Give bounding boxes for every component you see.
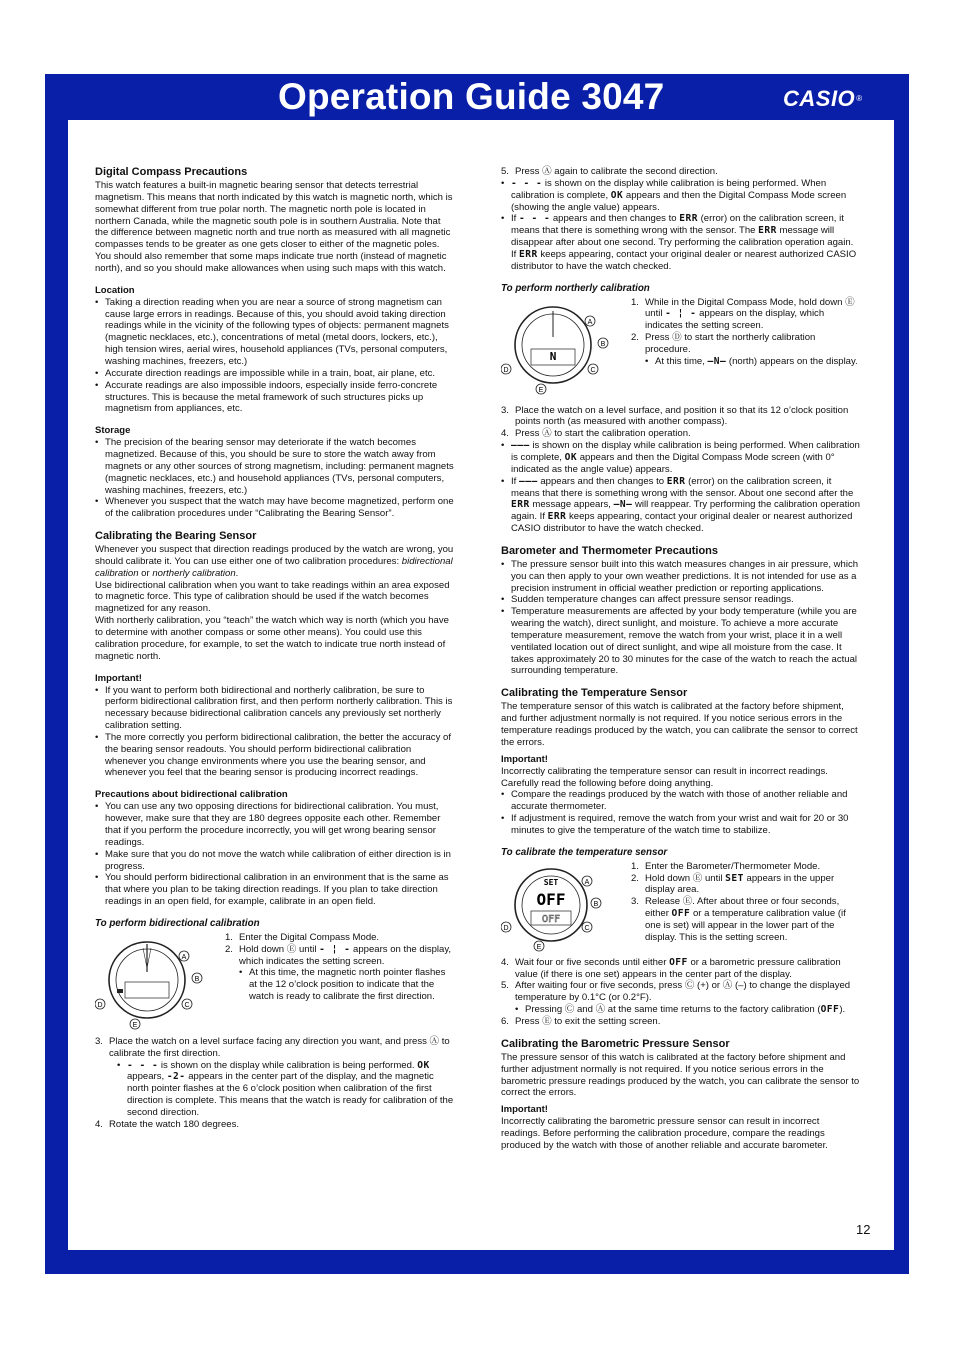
second-direction-notes — [501, 178, 861, 273]
bearing-sensor-intro: Whenever you suspect that direction readings produced by the watch are wrong, you should calibrate it. You can use either one of two calibration procedures: bidirectional calibration or northerly calibration. — [95, 544, 454, 579]
svg-text:C: C — [184, 1001, 190, 1009]
brand-name: CASIO — [783, 86, 856, 111]
step-item: 3. Place the watch on a level surface, and position it so that its 12 o’clock position points north (as measured with another compass). — [501, 404, 849, 428]
casio-logo — [783, 88, 863, 110]
step-item: 1. Enter the Digital Compass Mode. — [225, 931, 380, 943]
svg-text:OFF: OFF — [541, 913, 561, 925]
list-item: • You can use any two opposing directions for bidirectional calibration. You must, however, make sure that they are 180 degrees opposite each other. Remember that if you perform the procedure incorrectly, you will get wrong bearing sensor readings. — [95, 801, 455, 848]
bidirectional-steps — [225, 932, 455, 1003]
section-title-barometer-precautions: Barometer and Thermometer Precautions — [501, 544, 719, 557]
svg-text:C: C — [590, 366, 596, 374]
step-item: 5. Press Ⓐ again to calibrate the second direction. — [501, 166, 718, 177]
list-item: • Sudden temperature changes can affect pressure sensor readings. — [501, 594, 861, 606]
list-item: • The precision of the bearing sensor may deteriorate if the watch becomes magnetized. Because of this, you should be sure to store the watch away from magnets or any other sources of strong magnetism, including: permanent magnets (magnetic necklaces, etc.) and household appliances (TVs, personal computers, washing machines, freezers, etc.) — [95, 437, 455, 496]
list-item: • Whenever you suspect that the watch may have become magnetized, perform one of the calibration procedures under “Calibrating the Bearing Sensor”. — [95, 496, 455, 520]
svg-text:SET: SET — [543, 877, 559, 887]
step-item: 1. While in the Digital Compass Mode, hold down Ⓔ until - ¦ - appears on the display, which indicates the setting screen. — [631, 296, 855, 332]
registered-mark: ® — [856, 94, 863, 103]
pressure-important-body: Incorrectly calibrating the barometric pressure sensor can result in incorrect readings. Before performing the calibration procedure, compare the readings produced by the watch with those of another reliable and accurate barometer. — [501, 1116, 828, 1151]
svg-text:D: D — [503, 924, 509, 932]
temperature-important-heading: Important! — [501, 753, 548, 765]
right-column — [501, 166, 861, 1152]
list-item: • Accurate readings are also impossible indoors, especially inside ferro-concrete structures. This is because the metal framework of such structures picks up magnetism from appliances, etc. — [95, 380, 455, 416]
storage-list — [95, 437, 455, 520]
list-item: • Temperature measurements are affected by your body temperature (while you are wearing the watch), direct sunlight, and moisture. To achieve a more accurate temperature measurement, remove the watch from your wrist, place it in a well ventilated location out of direct sunlight, and wipe all moisture from the case. It takes approximately 20 to 30 minutes for the case of the watch to reach the actual surrounding temperature. — [501, 606, 861, 677]
svg-text:A: A — [587, 318, 593, 326]
section-title-pressure-sensor: Calibrating the Barometric Pressure Sensor — [501, 1037, 730, 1050]
pressure-sensor-body: The pressure sensor of this watch is calibrated at the factory before shipment and further adjustment normally is not required. If you notice serious errors in the barometric pressure readings produced by the watch, you can calibrate the sensor to correct the errors. — [501, 1051, 860, 1099]
step-item: 2. Hold down Ⓔ until SET appears in the upper display area. — [631, 872, 835, 896]
svg-text:B: B — [593, 900, 599, 908]
list-item: • Pressing Ⓒ and Ⓐ at the same time returns to the factory calibration (OFF). — [515, 1004, 861, 1016]
bidirectional-figure-row — [95, 932, 455, 1036]
svg-text:OFF: OFF — [536, 889, 566, 909]
compass-precautions-body: This watch features a built-in magnetic bearing sensor that detects terrestrial magnetism. This means that north indicated by this watch is magnetic north, which is somewhat different from true polar north. The magnetic north pole is located in northern Canada, while the magnetic south pole is in southern Australia. Note that the difference between magnetic north and true north as measured with all magnetic compasses tends to be greater as one gets closer to either of the magnetic poles. You should also remember that some maps indicate true north (instead of magnetic north), and so you should make allowances when using such maps with this watch. — [95, 180, 453, 274]
list-item: • Compare the readings produced by the watch with those of another reliable and accurate thermometer. — [501, 789, 861, 813]
location-list — [95, 297, 455, 415]
temperature-procedure-heading: To calibrate the temperature sensor — [501, 846, 668, 858]
list-item: • If you want to perform both bidirectional and northerly calibration, be sure to perform bidirectional calibration first, and then perform northerly calibration. This is necessary because bidirectional calibration cancels any previously set northerly calibration setting. — [95, 685, 455, 732]
svg-text:B: B — [600, 340, 606, 348]
list-item: • - - - is shown on the display while calibration is being performed. OK appears, -2- appears in the center part of the display, and the magnetic north pointer flashes at the 6 o’clock position when calibration of the first direction is complete. This means that the watch is ready for calibration of the second direction. — [117, 1060, 455, 1119]
list-item: • Make sure that you do not move the watch while calibration of either direction is in progress. — [95, 849, 455, 873]
temperature-important-list — [501, 789, 861, 836]
set-marker-symbol: - ¦ - — [319, 943, 351, 955]
bearing-sensor-northerly-text: With northerly calibration, you “teach” the watch which way is north (which you have to determine with another compass or some other means). You could use this calibration procedure, for example, to set the watch to indicate true north instead of magnetic north. — [95, 615, 449, 662]
list-item: • At this time, the magnetic north pointer flashes at the 12 o’clock position to indicate that the watch is ready to calibrate the first direction. — [239, 967, 455, 1003]
northerly-figure-row — [501, 297, 861, 405]
step-item: 2. Hold down Ⓔ until - ¦ - appears on the display, which indicates the setting screen. • At this time, the magnetic north pointer flashes at the 12 o’clock position to indicate that the watch is ready to calibrate the first direction. — [225, 944, 455, 1003]
list-item: • If - - - appears and then changes to ERR (error) on the calibration screen, it means that there is something wrong with the sensor. The ERR message will disappear after about one second. Try performing the calibration operation again. If ERR keeps appearing, contact your original dealer or nearest authorized CASIO distributor to have the watch checked. — [501, 213, 861, 272]
section-title-bearing-sensor: Calibrating the Bearing Sensor — [95, 530, 257, 543]
list-item: • If ––– appears and then changes to ERR (error) on the calibration screen, it means that there is something wrong with the sensor. About one second after the ERR message appears, –N– will reappear. Try performing the calibration operation again. If ERR keeps appearing, contact your original dealer or nearest authorized CASIO distributor to have the watch checked. — [501, 476, 861, 535]
step-item: 3. Release Ⓔ. After about three or four seconds, either OFF or a temperature calibration value (if one is set) will appear in the lower part of the display. This is the setting screen. — [631, 896, 846, 943]
barometer-list — [501, 559, 861, 677]
svg-text:D: D — [503, 366, 509, 374]
list-item: • Accurate direction readings are impossible while in a train, boat, air plane, etc. — [95, 368, 455, 380]
svg-text:B: B — [194, 975, 200, 983]
svg-text:N: N — [549, 349, 557, 363]
list-item: • You should perform bidirectional calibration in an environment that is the same as that where you plan to be taking direction readings. If you plan to take direction readings in an open field, for example, calibrate in an open field. — [95, 872, 455, 908]
svg-text:C: C — [584, 924, 590, 932]
svg-text:E: E — [132, 1021, 138, 1029]
bidirectional-procedure-heading: To perform bidirectional calibration — [95, 917, 260, 929]
watch-thermometer-illustration — [501, 861, 613, 953]
important-heading: Important! — [95, 672, 142, 684]
step-item: 2. Press Ⓓ to start the northerly calibration procedure. • At this time, –N– (north) appears on the display. — [631, 332, 861, 368]
step-item: 4. Wait four or five seconds until either OFF or a barometric pressure calibration value (if there is one set) appears in the center part of the display. — [501, 956, 841, 980]
storage-heading: Storage — [95, 425, 131, 437]
watch-compass-illustration — [95, 932, 207, 1032]
northerly-steps — [631, 297, 861, 368]
list-item: • - - - is shown on the display while calibration is being performed. When calibration is complete, OK appears and then the Digital Compass Mode screen (showing the angle value) appears. — [501, 178, 861, 214]
temperature-sensor-body: The temperature sensor of this watch is calibrated at the factory before shipment, and further adjustment normally is not required. If you notice serious errors in the temperature readings produced by the watch, you can calibrate the sensor to correct the errors. — [501, 701, 858, 748]
precautions-bidirectional-heading: Precautions about bidirectional calibration — [95, 789, 288, 801]
section-title-temperature-sensor: Calibrating the Temperature Sensor — [501, 687, 688, 700]
list-item: • At this time, –N– (north) appears on the display. — [645, 356, 861, 368]
svg-text:D: D — [97, 1001, 103, 1009]
pressure-important-heading: Important! — [501, 1104, 548, 1116]
step-item: 6. Press Ⓔ to exit the setting screen. — [501, 1015, 661, 1027]
svg-text:E: E — [538, 386, 544, 394]
northerly-notes — [501, 440, 861, 535]
bearing-sensor-bidirectional-text: Use bidirectional calibration when you want to take readings within an area exposed to magnetic force. This type of calibration should be used if the watch becomes magnetized for any reason. — [95, 579, 450, 615]
list-item: • The more correctly you perform bidirectional calibration, the better the accuracy of the bearing sensor readouts. You should perform bidirectional calibration whenever you change environments where you use the bearing sensor, and whenever you feel that the bearing sensor is producing incorrect readings. — [95, 732, 455, 779]
temperature-steps — [631, 861, 861, 944]
temperature-figure-row — [501, 861, 861, 957]
step-item: 4. Press Ⓐ to start the calibration operation. — [501, 428, 691, 440]
svg-text:A: A — [584, 878, 590, 886]
step-item: 5. After waiting four or five seconds, press Ⓒ (+) or Ⓐ (–) to change the displayed temperature by 0.1°C (or 0.2°F). • Pressing Ⓒ and Ⓐ at the same time returns to the factory calibration (OFF). — [501, 980, 861, 1016]
step-item: 3. Place the watch on a level surface facing any direction you want, and press Ⓐ to calibrate the first direction. • - - - is shown on the display while calibration is being performed. OK appears, -2- appears in the center part of the display, and the magnetic north pointer flashes at the 6 o’clock position when calibration of the first direction is complete. This means that the watch is ready for calibration of the second direction. — [95, 1036, 455, 1119]
important-list — [95, 685, 455, 780]
location-heading: Location — [95, 284, 135, 296]
svg-text:E: E — [536, 943, 542, 951]
list-item: • If adjustment is required, remove the watch from your wrist and wait for 20 or 30 minutes to give the temperature of the watch time to stabilize. — [501, 813, 861, 837]
button-e-symbol: Ⓔ — [286, 943, 297, 955]
page-number: 12 — [856, 1222, 871, 1237]
temperature-important-body: Incorrectly calibrating the temperature sensor can result in incorrect readings. Carefully read the following before doing anything. — [501, 765, 828, 789]
list-item: • ––– is shown on the display while calibration is being performed. When calibration is complete, OK appears and then the Digital Compass Mode screen (with 0° indicated as the angle value) appears. — [501, 440, 861, 476]
page-title: Operation Guide 3047 — [278, 76, 665, 117]
precautions-list — [95, 801, 455, 908]
left-column — [95, 166, 455, 1131]
watch-north-illustration — [501, 297, 613, 397]
svg-text:A: A — [181, 953, 187, 961]
list-item: • The pressure sensor built into this watch measures changes in air pressure, which you can then apply to your own weather predictions. It is not intended for use as a precision instrument in official weather prediction or reporting applications. — [501, 559, 861, 595]
northerly-procedure-heading: To perform northerly calibration — [501, 282, 650, 294]
section-title-compass-precautions: Digital Compass Precautions — [95, 166, 248, 178]
step-item: 1. Enter the Barometer/Thermometer Mode. — [631, 860, 821, 872]
list-item: • Taking a direction reading when you are near a source of strong magnetism can cause large errors in readings. Because of this, you should avoid taking direction readings while in the vicinity of the following types of objects: permanent magnets (magnetic necklaces, etc.), concentrations of metal (metal doors, lockers, etc.), high tension wires, aerial wires, household appliances (TVs, personal computers, washing machines, freezers, etc.) — [95, 297, 455, 368]
step-item: 4. Rotate the watch 180 degrees. — [95, 1118, 240, 1130]
